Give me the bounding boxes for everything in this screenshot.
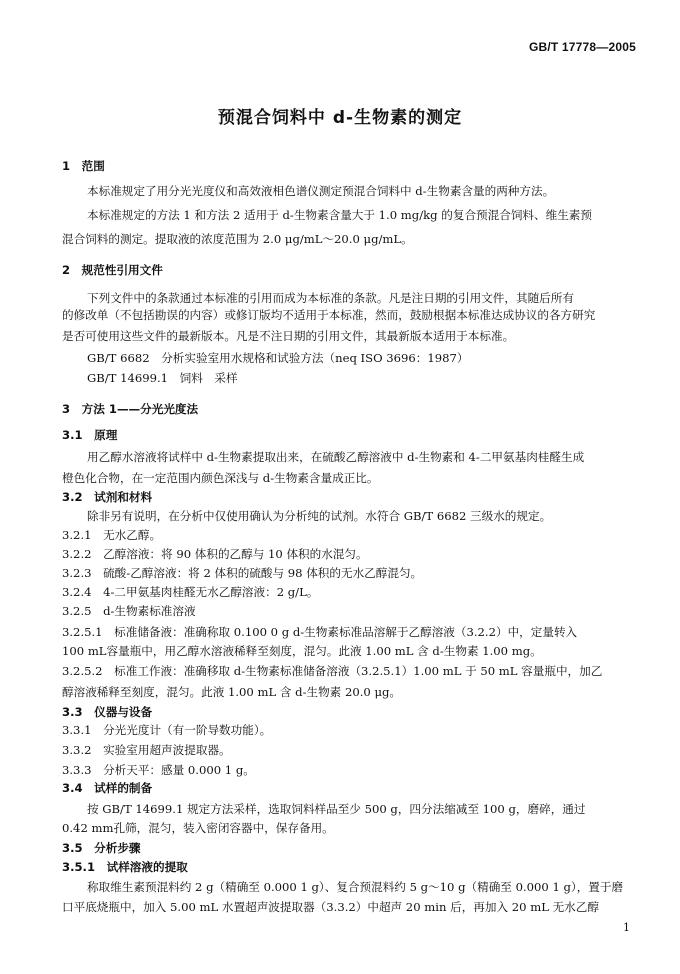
section-3-5-heading: 3.5 分析步骤 bbox=[62, 841, 141, 855]
section-3-1-heading: 3.1 原理 bbox=[62, 428, 118, 442]
item-3-2-5-2-line-2: 醇溶液稀释至刻度，混匀。此液 1.00 mL 含 d-生物素 20.0 μg。 bbox=[62, 685, 402, 699]
item-3-3-2: 3.3.2 实验室用超声波提取器。 bbox=[62, 743, 231, 757]
section-3-2-paragraph: 除非另有说明，在分析中仅使用确认为分析纯的试剂。水符合 GB/T 6682 三级水的规定。 bbox=[87, 509, 552, 523]
section-3-3-heading: 3.3 仪器与设备 bbox=[62, 705, 153, 719]
section-2-paragraph-line-1: 下列文件中的条款通过本标准的引用而成为本标准的条款。凡是注日期的引用文件，其随后所有 bbox=[87, 291, 574, 305]
section-1-paragraph-2-line-2: 混合饲料的测定。提取液的浓度范围为 2.0 μg/mL～20.0 μg/mL。 bbox=[62, 232, 413, 246]
item-3-3-3: 3.3.3 分析天平：感量 0.000 1 g。 bbox=[62, 763, 255, 777]
section-3-4-heading: 3.4 试样的制备 bbox=[62, 781, 153, 795]
section-3-4-line-1: 按 GB/T 14699.1 规定方法采样，选取饲料样品至少 500 g，四分法缩减至 100 g，磨碎，通过 bbox=[87, 802, 586, 816]
item-3-2-5-2-line-1: 3.2.5.2 标准工作液：准确移取 d-生物素标准储备溶液（3.2.5.1）1.00 mL 于 50 mL 容量瓶中，加乙 bbox=[62, 664, 603, 678]
section-2-heading: 2 规范性引用文件 bbox=[62, 263, 163, 277]
item-3-2-3: 3.2.3 硫酸-乙醇溶液：将 2 体积的硫酸与 98 体积的无水乙醇混匀。 bbox=[62, 566, 423, 580]
section-3-1-line-1: 用乙醇水溶液将试样中 d-生物素提取出来，在硫酸乙醇溶液中 d-生物素和 4-二甲氨基肉桂醛生成 bbox=[87, 450, 585, 464]
standard-number: GB/T 17778—2005 bbox=[528, 40, 636, 54]
item-3-2-2: 3.2.2 乙醇溶液：将 90 体积的乙醇与 10 体积的水混匀。 bbox=[62, 547, 368, 561]
item-3-2-1: 3.2.1 无水乙醇。 bbox=[62, 528, 162, 542]
reference-gbt-6682: GB/T 6682 分析实验室用水规格和试验方法（neq ISO 3696：1987） bbox=[87, 351, 469, 365]
section-3-5-1-heading: 3.5.1 试样溶液的提取 bbox=[62, 860, 188, 874]
section-2-paragraph-line-3: 是否可使用这些文件的最新版本。凡是不注日期的引用文件，其最新版本适用于本标准。 bbox=[62, 329, 515, 343]
section-2-paragraph-line-2: 的修改单（不包括勘误的内容）或修订版均不适用于本标准，然而，鼓励根据本标准达成协议的各方研究 bbox=[62, 308, 596, 322]
item-3-2-5-1-line-2: 100 mL容量瓶中，用乙醇水溶液稀释至刻度，混匀。此液 1.00 mL 含 d-生物素 1.00 mg。 bbox=[62, 644, 542, 658]
section-3-5-1-line-1: 称取维生素预混料约 2 g（精确至 0.000 1 g）、复合预混料约 5 g～10 g（精确至 0.000 1 g），置于磨 bbox=[87, 880, 624, 894]
item-3-2-5: 3.2.5 d-生物素标准溶液 bbox=[62, 604, 196, 618]
page-number: 1 bbox=[623, 921, 630, 934]
document-title: 预混合饲料中 d-生物素的测定 bbox=[217, 108, 463, 128]
section-1-paragraph-2-line-1: 本标准规定的方法 1 和方法 2 适用于 d-生物素含量大于 1.0 mg/kg 的复合预混合饲料、维生素预 bbox=[87, 208, 592, 222]
section-3-heading: 3 方法 1——分光光度法 bbox=[62, 402, 199, 416]
section-1-heading: 1 范围 bbox=[62, 159, 105, 173]
section-3-5-1-line-2: 口平底烧瓶中，加入 5.00 mL 水置超声波提取器（3.3.2）中超声 20 min 后，再加入 20 mL 无水乙醇 bbox=[62, 900, 599, 914]
item-3-3-1: 3.3.1 分光光度计（有一阶导数功能）。 bbox=[62, 723, 272, 737]
reference-gbt-14699-1: GB/T 14699.1 饲料 采样 bbox=[87, 371, 238, 385]
section-3-4-line-2: 0.42 mm孔筛，混匀，装入密闭容器中，保存备用。 bbox=[62, 821, 334, 835]
section-3-2-heading: 3.2 试剂和材料 bbox=[62, 490, 153, 504]
item-3-2-4: 3.2.4 4-二甲氨基肉桂醛无水乙醇溶液：2 g/L。 bbox=[62, 585, 319, 599]
item-3-2-5-1-line-1: 3.2.5.1 标准储备液：准确称取 0.100 0 g d-生物素标准品溶解于乙醇溶液（3.2.2）中，定量转入 bbox=[62, 625, 578, 639]
section-3-1-line-2: 橙色化合物，在一定范围内颜色深浅与 d-生物素含量成正比。 bbox=[62, 471, 379, 485]
section-1-paragraph-1: 本标准规定了用分光光度仪和高效液相色谱仪测定预混合饲料中 d-生物素含量的两种方法。 bbox=[87, 184, 555, 198]
